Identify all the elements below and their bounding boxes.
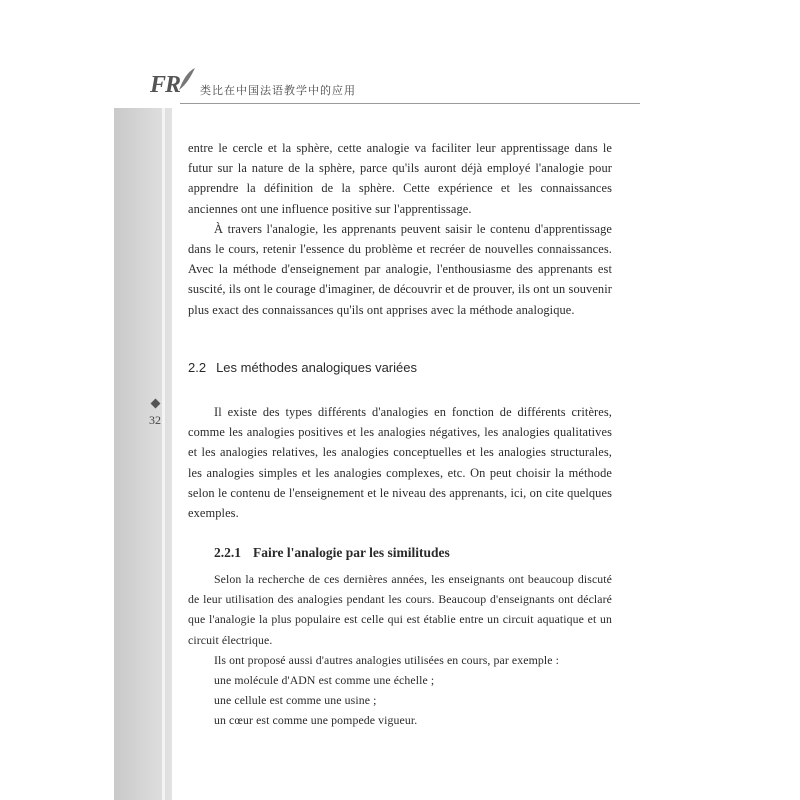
fr-logo: FR <box>150 72 181 98</box>
leaf-icon <box>177 66 197 92</box>
section-heading <box>188 360 417 375</box>
body-text-bottom <box>188 569 612 731</box>
page-marker <box>145 400 165 428</box>
paragraph: entre le cercle et la sphère, cette analogie va faciliter leur apprentissage dans le futur sur la nature de la sphère, parce qu'ils auront déjà employé l'analogie pour apprendre la définition de la sphère. Cette expérience et les connaissances anciennes ont une influence positive sur l'apprentissage. <box>188 141 612 216</box>
subsection-title: Faire l'analogie par les similitudes <box>253 545 450 560</box>
list-item: un cœur est comme une pompede vigueur. <box>214 713 418 728</box>
list-item: une cellule est comme une usine ; <box>214 693 377 708</box>
diamond-icon <box>150 399 160 409</box>
subsection-heading <box>214 545 450 561</box>
running-header <box>150 72 640 106</box>
body-text-middle <box>188 402 612 523</box>
section-title: Les méthodes analogiques variées <box>216 360 417 375</box>
paragraph: Ils ont proposé aussi d'autres analogies utilisées en cours, par exemple : <box>214 652 559 667</box>
section-number: 2.2 <box>188 360 207 375</box>
list-item: une molécule d'ADN est comme une échelle ; <box>214 673 435 688</box>
page-number: 32 <box>149 413 161 427</box>
paragraph: Il existe des types différents d'analogies en fonction de différents critères, comme les analogies positives et les analogies négatives, les analogies qualitatives et les analogies relatives, les analogies conceptuelles et les analogies structurales, les analogies simples et les analogies complexes, etc. On peut choisir la méthode selon le contenu de l'enseignement et le niveau des apprenants, ici, on cite quelques exemples. <box>188 405 612 521</box>
paragraph: Selon la recherche de ces dernières années, les enseignants ont beaucoup discuté de leur utilisation des analogies pendant les cours. Beaucoup d'enseignants ont déclaré que l'analogie la plus populaire est celle qui est établie entre un circuit aquatique et un circuit électrique. <box>188 572 612 647</box>
paragraph: À travers l'analogie, les apprenants peuvent saisir le contenu d'apprentissage dans le cours, retenir l'essence du problème et recréer de nouvelles connaissances. Avec la méthode d'enseignement par analogie, l'enthousiasme des apprenants est suscité, ils ont le courage d'imaginer, de découvrir et de prouver, ils ont un souvenir plus exact des connaissances qu'ils ont apprises avec la méthode analogique. <box>188 221 612 317</box>
body-text-top <box>188 138 612 320</box>
header-rule <box>180 103 640 104</box>
subsection-number: 2.2.1 <box>214 545 241 560</box>
sidebar-divider <box>162 108 165 800</box>
header-title: 类比在中国法语教学中的应用 <box>200 84 356 97</box>
